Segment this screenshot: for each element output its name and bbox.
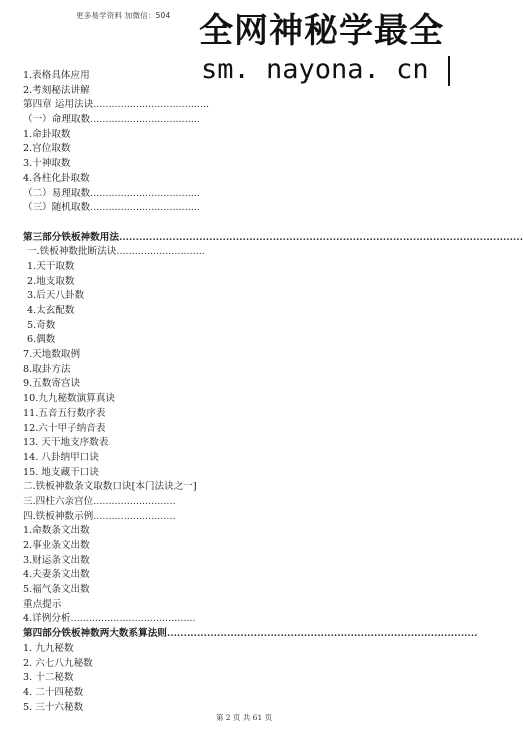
toc-entry <box>23 642 463 657</box>
toc-entry <box>23 524 463 539</box>
watermark-url: sm. nayona. cn <box>201 54 429 85</box>
toc-entry-text: 14. 八卦纳甲口诀 <box>23 451 99 463</box>
toc-entry <box>23 363 463 378</box>
toc-entry-text: 1.命卦取数 <box>23 128 71 140</box>
toc-entry-text: 4.详例分析 <box>23 613 71 625</box>
toc-entry <box>23 568 463 583</box>
toc-entry-text: 2. 六七八九秘数 <box>23 657 93 669</box>
toc-entry <box>23 686 463 701</box>
toc-entry <box>23 128 463 143</box>
toc-entry-text: 3. 十二秘数 <box>23 672 74 684</box>
toc-entry-text: 第四章 运用法诀 <box>23 99 94 111</box>
toc-entry-text: 二.铁板神数条文取数口诀[本门法诀之一] <box>23 481 197 493</box>
toc-leader-dots: .................................... <box>90 202 200 214</box>
toc-entry <box>23 554 463 569</box>
toc-entry-text: 1.命数条文出数 <box>23 525 90 537</box>
toc-entry-text: 6.偶数 <box>27 334 56 346</box>
toc-entry <box>23 510 463 525</box>
toc-entry-text: 2.考刻秘法讲解 <box>23 84 90 96</box>
toc-leader-dots: ............................................................................................. <box>166 628 478 640</box>
toc-entry-text: 3.财运条文出数 <box>23 554 90 566</box>
toc-entry-text: 10.九九秘数演算真诀 <box>23 393 116 405</box>
toc-entry-text: 13. 天干地支序数表 <box>23 437 109 449</box>
toc-leader-dots: ......................................................................................................................... <box>118 231 523 243</box>
toc-leader-dots: ........................... <box>93 510 176 522</box>
toc-entry <box>23 201 463 216</box>
toc-entry <box>23 422 463 437</box>
toc-entry-text: 7.天地数取例 <box>23 349 81 361</box>
toc-entry <box>23 113 463 128</box>
toc-entry-text: 1.天干取数 <box>27 260 75 272</box>
toc-entry-text: 11.五音五行数序表 <box>23 407 106 419</box>
toc-entry-text: 15. 地支藏干口诀 <box>23 466 99 478</box>
toc-entry-text: 12.六十甲子纳音表 <box>23 422 106 434</box>
toc-entry-text: 2.宫位取数 <box>23 143 71 155</box>
toc-entry-text: 5. 三十六秘数 <box>23 701 84 713</box>
toc-entry-text: 4.各柱化卦取数 <box>23 172 90 184</box>
toc-entry-text: 1. 九九秘数 <box>23 642 74 654</box>
toc-entry <box>23 69 463 84</box>
toc-entry-text: （二）易理取数 <box>23 187 91 199</box>
toc-entry <box>23 407 463 422</box>
toc-entry <box>23 451 463 466</box>
toc-entry-text: 三.四柱六亲宫位 <box>23 495 94 507</box>
toc-entry-text: 四.铁板神数示例 <box>23 510 94 522</box>
toc-entry <box>23 392 463 407</box>
toc-entry <box>23 671 463 686</box>
header-note: 更多易学资料 加微信：504 <box>76 11 171 20</box>
watermark-title: 全网神秘学最全 <box>199 11 444 51</box>
toc-entry <box>23 495 463 510</box>
toc-entry-text: 5.奇数 <box>27 319 56 331</box>
page-footer: 第 2 页 共 61 页 <box>215 713 273 722</box>
toc-entry <box>23 172 463 187</box>
toc-leader-dots: .................................... <box>90 114 200 126</box>
toc-entry <box>23 245 463 260</box>
toc-leader-dots: ......................................... <box>70 613 196 625</box>
table-of-contents <box>23 69 523 715</box>
toc-entry-text: （三）随机取数 <box>23 202 91 214</box>
toc-entry-text: 4.夫妻条文出数 <box>23 569 90 581</box>
toc-entry <box>23 583 463 598</box>
toc-entry <box>23 84 463 99</box>
toc-entry <box>23 260 463 275</box>
toc-entry-text: 2.事业条文出数 <box>23 540 90 551</box>
toc-entry-text: 5.福气条文出数 <box>23 584 90 596</box>
toc-entry-text: 2.地支取数 <box>27 275 75 287</box>
toc-entry <box>23 466 463 481</box>
toc-entry <box>23 157 463 172</box>
toc-entry-text: （一）命理取数 <box>23 114 91 126</box>
toc-entry-text: 1.表格具体应用 <box>23 70 90 81</box>
toc-entry <box>23 348 463 363</box>
toc-entry-text: 3.十神取数 <box>23 158 71 170</box>
toc-entry <box>23 304 463 319</box>
toc-spacer <box>23 216 463 231</box>
toc-entry <box>23 598 463 613</box>
toc-entry <box>23 275 463 290</box>
toc-entry-text: 重点提示 <box>23 598 62 610</box>
toc-section-heading <box>23 627 478 642</box>
toc-leader-dots: ...................................... <box>93 99 210 111</box>
toc-entry <box>23 436 463 451</box>
toc-entry-text: 3.后天八卦数 <box>27 290 85 302</box>
toc-entry <box>23 657 463 672</box>
toc-entry-text: 4.太玄配数 <box>27 305 75 316</box>
toc-entry <box>23 289 463 304</box>
toc-entry <box>23 187 463 202</box>
toc-entry <box>23 333 463 348</box>
toc-leader-dots: .................................... <box>90 187 200 199</box>
toc-entry <box>23 98 463 113</box>
toc-entry <box>23 377 463 392</box>
toc-entry <box>23 539 463 554</box>
toc-section-heading <box>23 231 523 246</box>
toc-entry-text: 第四部分铁板神数两大数系算法则 <box>23 628 167 640</box>
toc-entry-text: 8.取卦方法 <box>23 363 71 375</box>
toc-entry-text: 第三部分铁板神数用法 <box>23 231 119 243</box>
toc-entry-text: 9.五数寄宫诀 <box>23 378 81 390</box>
toc-entry <box>23 480 463 495</box>
toc-leader-dots: ........................... <box>93 495 176 507</box>
toc-entry-text: 一.铁板神数批断法诀 <box>27 246 117 258</box>
toc-leader-dots: ............................. <box>116 246 205 258</box>
toc-entry <box>23 142 463 157</box>
toc-entry-text: 4. 二十四秘数 <box>23 686 84 698</box>
toc-entry <box>23 612 463 627</box>
toc-entry <box>23 319 463 334</box>
